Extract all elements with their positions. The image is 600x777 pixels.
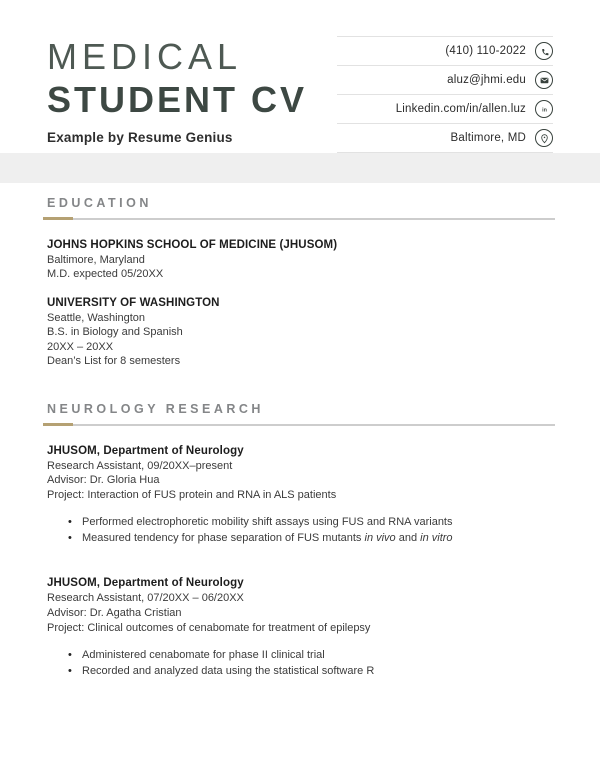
entry-title: UNIVERSITY OF WASHINGTON <box>47 296 220 309</box>
entry-line: Research Assistant, 09/20XX–present <box>47 459 233 472</box>
location-icon <box>535 129 553 147</box>
section-heading-education: EDUCATION <box>47 196 152 210</box>
entry-line: B.S. in Biology and Spanish <box>47 326 183 339</box>
entry-line: Advisor: Dr. Gloria Hua <box>47 474 160 487</box>
entry-line: Research Assistant, 07/20XX – 06/20XX <box>47 592 244 605</box>
section-heading-neurology-research: NEUROLOGY RESEARCH <box>47 402 264 417</box>
entry-title: JOHNS HOPKINS SCHOOL OF MEDICINE (JHUSOM) <box>47 238 338 251</box>
entry-line: Baltimore, Maryland <box>47 253 145 266</box>
education-entry-jhusom <box>47 238 555 282</box>
contact-row-linkedin[interactable] <box>337 95 553 124</box>
entry-line: Project: Clinical outcomes of cenabomate for treatment of epilepsy <box>47 621 371 634</box>
header-divider-band <box>0 153 600 183</box>
contact-row-email[interactable] <box>337 66 553 95</box>
section-rule <box>43 218 555 220</box>
phone-number: (410) 110-2022 <box>445 45 526 57</box>
research-entry-1 <box>47 444 555 547</box>
education-entry-uw <box>47 296 555 369</box>
header-title-block <box>47 38 307 145</box>
bullet-item: • Performed electrophoretic mobility shift assays using FUS and RNA variants <box>82 515 555 531</box>
entry-line: M.D. expected 05/20XX <box>47 268 164 281</box>
section-education <box>47 197 555 369</box>
bullet-item: • Recorded and analyzed data using the statistical software R <box>82 664 555 680</box>
bullet-item: • Measured tendency for phase separation of FUS mutants in vivo and in vitro <box>82 531 555 547</box>
phone-icon <box>535 42 553 60</box>
email-address: aluz@jhmi.edu <box>447 74 526 86</box>
svg-text:in: in <box>541 107 547 114</box>
bullet-item: • Administered cenabomate for phase II clinical trial <box>82 648 555 664</box>
bullet-list <box>47 515 555 546</box>
linkedin-icon <box>535 100 553 118</box>
section-rule <box>43 424 555 426</box>
subtitle-example-by: Example by Resume Genius <box>47 129 233 145</box>
entry-line: Advisor: Dr. Agatha Cristian <box>47 606 182 619</box>
linkedin-url: Linkedin.com/in/allen.luz <box>395 103 526 115</box>
entry-title: JHUSOM, Department of Neurology <box>47 444 244 457</box>
contact-row-location[interactable] <box>337 124 553 153</box>
location-text: Baltimore, MD <box>450 132 526 144</box>
contact-row-phone[interactable] <box>337 37 553 66</box>
section-neurology-research <box>47 403 555 679</box>
entry-line: 20XX – 20XX <box>47 340 114 353</box>
entry-line: Dean’s List for 8 semesters <box>47 355 181 368</box>
research-entry-2 <box>47 576 555 679</box>
title-line-student-cv: STUDENT CV <box>47 78 308 120</box>
bullet-list <box>47 648 555 679</box>
entry-line: Seattle, Washington <box>47 311 146 324</box>
email-icon <box>535 71 553 89</box>
title-line-medical: MEDICAL <box>47 36 243 77</box>
cv-content <box>47 197 555 679</box>
entry-title: JHUSOM, Department of Neurology <box>47 577 244 590</box>
entry-line: Project: Interaction of FUS protein and RNA in ALS patients <box>47 488 337 501</box>
contact-block <box>337 36 553 153</box>
